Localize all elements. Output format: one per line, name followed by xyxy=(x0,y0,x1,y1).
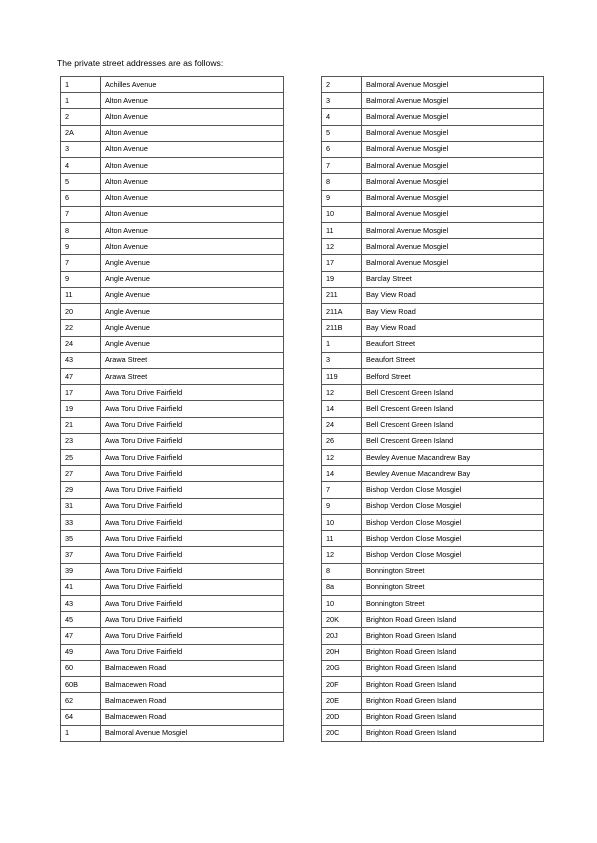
street-name-cell: Angle Avenue xyxy=(101,287,284,303)
street-number-cell: 45 xyxy=(61,612,101,628)
street-name-cell: Balmoral Avenue Mosgiel xyxy=(362,222,544,238)
street-number-cell: 20H xyxy=(322,644,362,660)
table-row xyxy=(61,109,284,125)
street-number-cell: 119 xyxy=(322,368,362,384)
street-number-cell: 12 xyxy=(322,239,362,255)
street-number-cell: 60B xyxy=(61,677,101,693)
street-number-cell: 8 xyxy=(322,563,362,579)
street-name-cell: Alton Avenue xyxy=(101,206,284,222)
street-name-cell: Balmoral Avenue Mosgiel xyxy=(362,239,544,255)
street-name-cell: Awa Toru Drive Fairfield xyxy=(101,563,284,579)
street-number-cell: 14 xyxy=(322,466,362,482)
table-row xyxy=(61,725,284,741)
street-name-cell: Awa Toru Drive Fairfield xyxy=(101,547,284,563)
street-name-cell: Angle Avenue xyxy=(101,271,284,287)
street-name-cell: Awa Toru Drive Fairfield xyxy=(101,579,284,595)
street-name-cell: Alton Avenue xyxy=(101,222,284,238)
table-row xyxy=(61,596,284,612)
street-name-cell: Balmoral Avenue Mosgiel xyxy=(362,141,544,157)
address-table-left xyxy=(60,76,284,742)
street-name-cell: Bewley Avenue Macandrew Bay xyxy=(362,450,544,466)
street-number-cell: 3 xyxy=(61,141,101,157)
street-number-cell: 43 xyxy=(61,352,101,368)
table-row xyxy=(322,222,544,238)
table-row xyxy=(322,320,544,336)
street-name-cell: Balmoral Avenue Mosgiel xyxy=(362,255,544,271)
street-name-cell: Balmoral Avenue Mosgiel xyxy=(362,158,544,174)
street-name-cell: Awa Toru Drive Fairfield xyxy=(101,628,284,644)
street-number-cell: 19 xyxy=(322,271,362,287)
street-number-cell: 1 xyxy=(61,77,101,93)
table-row xyxy=(322,514,544,530)
street-name-cell: Bishop Verdon Close Mosgiel xyxy=(362,498,544,514)
street-name-cell: Bewley Avenue Macandrew Bay xyxy=(362,466,544,482)
address-table-right xyxy=(321,76,544,742)
table-row xyxy=(322,93,544,109)
table-row xyxy=(61,385,284,401)
street-number-cell: 47 xyxy=(61,368,101,384)
table-row xyxy=(61,77,284,93)
street-name-cell: Brighton Road Green Island xyxy=(362,725,544,741)
table-row xyxy=(61,222,284,238)
street-name-cell: Angle Avenue xyxy=(101,304,284,320)
table-row xyxy=(61,368,284,384)
street-number-cell: 24 xyxy=(322,417,362,433)
table-row xyxy=(322,125,544,141)
street-number-cell: 211 xyxy=(322,287,362,303)
street-number-cell: 33 xyxy=(61,514,101,530)
street-number-cell: 7 xyxy=(61,255,101,271)
table-row xyxy=(61,287,284,303)
table-row xyxy=(61,352,284,368)
street-name-cell: Angle Avenue xyxy=(101,255,284,271)
table-row xyxy=(61,450,284,466)
street-number-cell: 12 xyxy=(322,450,362,466)
table-row xyxy=(322,271,544,287)
street-name-cell: Alton Avenue xyxy=(101,109,284,125)
street-number-cell: 7 xyxy=(61,206,101,222)
table-row xyxy=(322,158,544,174)
street-number-cell: 9 xyxy=(61,271,101,287)
street-name-cell: Belford Street xyxy=(362,368,544,384)
street-name-cell: Awa Toru Drive Fairfield xyxy=(101,417,284,433)
street-name-cell: Brighton Road Green Island xyxy=(362,677,544,693)
street-name-cell: Awa Toru Drive Fairfield xyxy=(101,466,284,482)
table-row xyxy=(61,628,284,644)
table-row xyxy=(61,174,284,190)
table-row xyxy=(322,450,544,466)
street-name-cell: Balmacewen Road xyxy=(101,660,284,676)
street-name-cell: Balmoral Avenue Mosgiel xyxy=(362,190,544,206)
street-name-cell: Barclay Street xyxy=(362,271,544,287)
street-name-cell: Brighton Road Green Island xyxy=(362,660,544,676)
table-row xyxy=(61,709,284,725)
street-name-cell: Alton Avenue xyxy=(101,125,284,141)
street-number-cell: 9 xyxy=(61,239,101,255)
street-name-cell: Alton Avenue xyxy=(101,93,284,109)
table-row xyxy=(322,190,544,206)
table-row xyxy=(61,514,284,530)
street-number-cell: 11 xyxy=(322,531,362,547)
street-name-cell: Balmoral Avenue Mosgiel xyxy=(362,125,544,141)
street-name-cell: Bell Crescent Green Island xyxy=(362,417,544,433)
street-name-cell: Awa Toru Drive Fairfield xyxy=(101,644,284,660)
street-name-cell: Awa Toru Drive Fairfield xyxy=(101,385,284,401)
street-number-cell: 19 xyxy=(61,401,101,417)
table-row xyxy=(61,417,284,433)
table-row xyxy=(61,482,284,498)
table-row xyxy=(61,320,284,336)
street-number-cell: 62 xyxy=(61,693,101,709)
table-row xyxy=(322,725,544,741)
street-number-cell: 26 xyxy=(322,433,362,449)
street-number-cell: 7 xyxy=(322,482,362,498)
table-row xyxy=(322,287,544,303)
street-number-cell: 11 xyxy=(322,222,362,238)
street-number-cell: 39 xyxy=(61,563,101,579)
street-number-cell: 7 xyxy=(322,158,362,174)
street-number-cell: 8a xyxy=(322,579,362,595)
street-name-cell: Balmoral Avenue Mosgiel xyxy=(362,206,544,222)
street-name-cell: Balmacewen Road xyxy=(101,709,284,725)
table-row xyxy=(322,401,544,417)
street-name-cell: Angle Avenue xyxy=(101,336,284,352)
table-row xyxy=(322,174,544,190)
street-number-cell: 4 xyxy=(322,109,362,125)
street-number-cell: 10 xyxy=(322,514,362,530)
street-number-cell: 20 xyxy=(61,304,101,320)
street-number-cell: 3 xyxy=(322,93,362,109)
table-row xyxy=(322,660,544,676)
street-name-cell: Alton Avenue xyxy=(101,239,284,255)
street-number-cell: 6 xyxy=(61,190,101,206)
street-number-cell: 5 xyxy=(322,125,362,141)
street-name-cell: Alton Avenue xyxy=(101,158,284,174)
table-row xyxy=(322,709,544,725)
street-number-cell: 20K xyxy=(322,612,362,628)
street-number-cell: 5 xyxy=(61,174,101,190)
table-row xyxy=(61,677,284,693)
street-number-cell: 9 xyxy=(322,498,362,514)
street-number-cell: 21 xyxy=(61,417,101,433)
street-number-cell: 25 xyxy=(61,450,101,466)
table-row xyxy=(322,433,544,449)
street-name-cell: Awa Toru Drive Fairfield xyxy=(101,514,284,530)
street-number-cell: 2A xyxy=(61,125,101,141)
street-number-cell: 41 xyxy=(61,579,101,595)
table-row xyxy=(61,239,284,255)
street-name-cell: Beaufort Street xyxy=(362,352,544,368)
table-row xyxy=(322,644,544,660)
street-number-cell: 1 xyxy=(322,336,362,352)
street-number-cell: 12 xyxy=(322,385,362,401)
street-number-cell: 27 xyxy=(61,466,101,482)
street-number-cell: 47 xyxy=(61,628,101,644)
street-number-cell: 49 xyxy=(61,644,101,660)
street-name-cell: Balmacewen Road xyxy=(101,677,284,693)
street-name-cell: Brighton Road Green Island xyxy=(362,628,544,644)
table-row xyxy=(61,401,284,417)
street-number-cell: 29 xyxy=(61,482,101,498)
street-number-cell: 22 xyxy=(61,320,101,336)
street-number-cell: 20G xyxy=(322,660,362,676)
table-row xyxy=(322,336,544,352)
table-row xyxy=(322,239,544,255)
table-row xyxy=(61,336,284,352)
street-name-cell: Awa Toru Drive Fairfield xyxy=(101,450,284,466)
street-name-cell: Bay View Road xyxy=(362,287,544,303)
table-row xyxy=(322,385,544,401)
table-row xyxy=(61,693,284,709)
street-name-cell: Arawa Street xyxy=(101,352,284,368)
street-name-cell: Brighton Road Green Island xyxy=(362,612,544,628)
table-row xyxy=(322,109,544,125)
street-number-cell: 8 xyxy=(322,174,362,190)
table-row xyxy=(61,206,284,222)
street-number-cell: 20D xyxy=(322,709,362,725)
street-name-cell: Brighton Road Green Island xyxy=(362,709,544,725)
street-name-cell: Awa Toru Drive Fairfield xyxy=(101,531,284,547)
table-row xyxy=(322,531,544,547)
table-row xyxy=(322,352,544,368)
street-name-cell: Arawa Street xyxy=(101,368,284,384)
street-name-cell: Brighton Road Green Island xyxy=(362,693,544,709)
table-row xyxy=(61,612,284,628)
table-row xyxy=(322,466,544,482)
street-number-cell: 37 xyxy=(61,547,101,563)
street-number-cell: 11 xyxy=(61,287,101,303)
table-row xyxy=(322,482,544,498)
street-number-cell: 20E xyxy=(322,693,362,709)
table-row xyxy=(322,498,544,514)
street-name-cell: Bell Crescent Green Island xyxy=(362,401,544,417)
street-name-cell: Alton Avenue xyxy=(101,174,284,190)
street-name-cell: Bell Crescent Green Island xyxy=(362,433,544,449)
street-name-cell: Bishop Verdon Close Mosgiel xyxy=(362,482,544,498)
street-number-cell: 1 xyxy=(61,93,101,109)
street-number-cell: 2 xyxy=(322,77,362,93)
street-name-cell: Balmacewen Road xyxy=(101,693,284,709)
table-row xyxy=(61,158,284,174)
street-name-cell: Awa Toru Drive Fairfield xyxy=(101,482,284,498)
street-number-cell: 3 xyxy=(322,352,362,368)
street-number-cell: 12 xyxy=(322,547,362,563)
street-name-cell: Balmoral Avenue Mosgiel xyxy=(101,725,284,741)
table-row xyxy=(61,93,284,109)
table-row xyxy=(61,466,284,482)
street-number-cell: 10 xyxy=(322,596,362,612)
street-number-cell: 17 xyxy=(322,255,362,271)
street-number-cell: 2 xyxy=(61,109,101,125)
table-row xyxy=(61,644,284,660)
street-name-cell: Awa Toru Drive Fairfield xyxy=(101,401,284,417)
street-name-cell: Bell Crescent Green Island xyxy=(362,385,544,401)
street-name-cell: Bonnington Street xyxy=(362,596,544,612)
table-row xyxy=(322,141,544,157)
table-row xyxy=(322,596,544,612)
street-number-cell: 35 xyxy=(61,531,101,547)
street-name-cell: Awa Toru Drive Fairfield xyxy=(101,433,284,449)
street-number-cell: 43 xyxy=(61,596,101,612)
table-row xyxy=(322,206,544,222)
table-row xyxy=(322,77,544,93)
street-number-cell: 20C xyxy=(322,725,362,741)
table-row xyxy=(61,579,284,595)
table-row xyxy=(61,304,284,320)
table-row xyxy=(61,190,284,206)
table-row xyxy=(61,433,284,449)
street-number-cell: 20J xyxy=(322,628,362,644)
street-number-cell: 17 xyxy=(61,385,101,401)
street-number-cell: 23 xyxy=(61,433,101,449)
street-name-cell: Bay View Road xyxy=(362,304,544,320)
street-number-cell: 10 xyxy=(322,206,362,222)
table-row xyxy=(322,579,544,595)
street-name-cell: Bonnington Street xyxy=(362,579,544,595)
table-row xyxy=(61,563,284,579)
street-name-cell: Balmoral Avenue Mosgiel xyxy=(362,109,544,125)
street-number-cell: 9 xyxy=(322,190,362,206)
table-row xyxy=(322,417,544,433)
street-name-cell: Brighton Road Green Island xyxy=(362,644,544,660)
table-row xyxy=(61,271,284,287)
street-name-cell: Balmoral Avenue Mosgiel xyxy=(362,77,544,93)
street-name-cell: Bishop Verdon Close Mosgiel xyxy=(362,531,544,547)
table-row xyxy=(322,563,544,579)
table-row xyxy=(322,693,544,709)
street-number-cell: 211B xyxy=(322,320,362,336)
street-name-cell: Awa Toru Drive Fairfield xyxy=(101,612,284,628)
street-name-cell: Awa Toru Drive Fairfield xyxy=(101,498,284,514)
table-row xyxy=(61,547,284,563)
street-number-cell: 20F xyxy=(322,677,362,693)
street-name-cell: Bishop Verdon Close Mosgiel xyxy=(362,547,544,563)
table-row xyxy=(322,677,544,693)
street-name-cell: Angle Avenue xyxy=(101,320,284,336)
street-number-cell: 60 xyxy=(61,660,101,676)
street-number-cell: 4 xyxy=(61,158,101,174)
table-row xyxy=(61,255,284,271)
table-row xyxy=(322,255,544,271)
street-name-cell: Bay View Road xyxy=(362,320,544,336)
table-row xyxy=(322,547,544,563)
street-number-cell: 6 xyxy=(322,141,362,157)
intro-text: The private street addresses are as follows: xyxy=(57,58,224,68)
street-name-cell: Balmoral Avenue Mosgiel xyxy=(362,93,544,109)
street-name-cell: Bonnington Street xyxy=(362,563,544,579)
street-name-cell: Awa Toru Drive Fairfield xyxy=(101,596,284,612)
street-name-cell: Bishop Verdon Close Mosgiel xyxy=(362,514,544,530)
table-row xyxy=(322,304,544,320)
street-number-cell: 24 xyxy=(61,336,101,352)
table-row xyxy=(61,141,284,157)
street-number-cell: 64 xyxy=(61,709,101,725)
street-number-cell: 31 xyxy=(61,498,101,514)
table-row xyxy=(61,498,284,514)
table-row xyxy=(322,628,544,644)
street-name-cell: Alton Avenue xyxy=(101,141,284,157)
street-name-cell: Balmoral Avenue Mosgiel xyxy=(362,174,544,190)
table-row xyxy=(322,612,544,628)
table-row xyxy=(61,660,284,676)
street-number-cell: 14 xyxy=(322,401,362,417)
street-number-cell: 8 xyxy=(61,222,101,238)
street-name-cell: Alton Avenue xyxy=(101,190,284,206)
street-name-cell: Achilles Avenue xyxy=(101,77,284,93)
street-number-cell: 211A xyxy=(322,304,362,320)
street-number-cell: 1 xyxy=(61,725,101,741)
table-row xyxy=(61,125,284,141)
table-row xyxy=(322,368,544,384)
street-name-cell: Beaufort Street xyxy=(362,336,544,352)
table-row xyxy=(61,531,284,547)
